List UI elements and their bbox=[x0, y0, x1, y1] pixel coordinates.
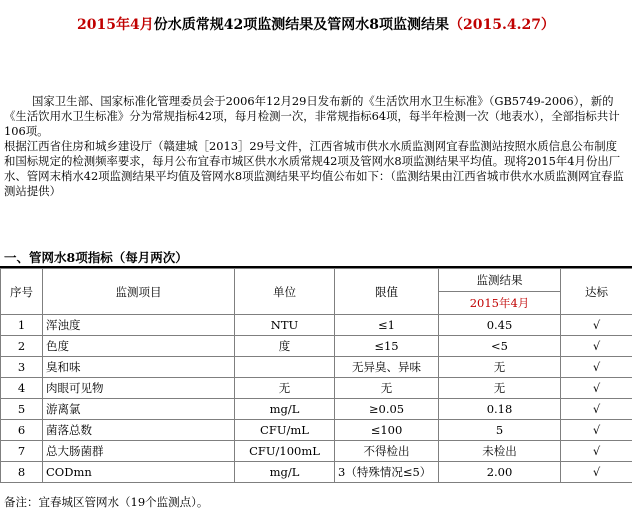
cell-pass: √ bbox=[561, 357, 632, 378]
cell-result: <5 bbox=[439, 336, 561, 357]
table-row bbox=[1, 441, 632, 462]
header-no: 序号 bbox=[1, 269, 43, 315]
cell-pass: √ bbox=[561, 420, 632, 441]
cell-limit: ≤100 bbox=[335, 420, 439, 441]
cell-limit: 3（特殊情况≤5） bbox=[335, 462, 439, 483]
cell-unit: CFU/mL bbox=[235, 420, 335, 441]
cell-result: 未检出 bbox=[439, 441, 561, 462]
table-header-row bbox=[1, 269, 632, 292]
cell-item: 总大肠菌群 bbox=[43, 441, 235, 462]
table-row bbox=[1, 462, 632, 483]
intro-paragraph-basis: 根据江西省住房和城乡建设厅（赣建城［2013］29号文件，江西省城市供水水质监测网宜春监测站按照水质信息公布制度和国标规定的检测频率要求，每月公布宜春市城区供水水质常规42项及管网水8项监测结果平均值。现将2015年4月份出厂水、管网末梢水42项监测结果平均值及管网水8项监测结果平均值公布如下：（监测结果由江西省城市供水水质监测网宜春监测站提供） bbox=[4, 139, 624, 198]
cell-item: 肉眼可见物 bbox=[43, 378, 235, 399]
title-month: 2015年4月 bbox=[77, 17, 154, 33]
cell-limit: 无异臭、异味 bbox=[335, 357, 439, 378]
header-unit: 单位 bbox=[235, 269, 335, 315]
header-result: 监测结果 bbox=[439, 269, 561, 292]
cell-no: 6 bbox=[1, 420, 43, 441]
cell-limit: ≤1 bbox=[335, 315, 439, 336]
header-pass: 达标 bbox=[561, 269, 632, 315]
table-row bbox=[1, 315, 632, 336]
cell-result: 无 bbox=[439, 378, 561, 399]
cell-limit: ≤15 bbox=[335, 336, 439, 357]
cell-item: 臭和味 bbox=[43, 357, 235, 378]
cell-item: 浑浊度 bbox=[43, 315, 235, 336]
page-title bbox=[0, 14, 632, 34]
title-date: （2015.4.27） bbox=[449, 17, 555, 33]
cell-pass: √ bbox=[561, 336, 632, 357]
header-limit: 限值 bbox=[335, 269, 439, 315]
cell-unit: CFU/100mL bbox=[235, 441, 335, 462]
monitoring-table bbox=[0, 268, 632, 483]
cell-result: 无 bbox=[439, 357, 561, 378]
cell-no: 4 bbox=[1, 378, 43, 399]
cell-result: 2.00 bbox=[439, 462, 561, 483]
header-item: 监测项目 bbox=[43, 269, 235, 315]
cell-no: 3 bbox=[1, 357, 43, 378]
cell-no: 2 bbox=[1, 336, 43, 357]
title-main: 份水质常规42项监测结果及管网水8项监测结果 bbox=[153, 17, 449, 33]
cell-unit bbox=[235, 357, 335, 378]
intro-paragraph-standard: 国家卫生部、国家标准化管理委员会于2006年12月29日发布新的《生活饮用水卫生标准》（GB5749-2006），新的《生活饮用水卫生标准》分为常规指标42项，每月检测一次，非常规指标64项，每半年检测一次（地表水），全部指标共计106项。 bbox=[4, 94, 620, 138]
cell-unit: 无 bbox=[235, 378, 335, 399]
cell-pass: √ bbox=[561, 399, 632, 420]
table-row bbox=[1, 420, 632, 441]
cell-item: 菌落总数 bbox=[43, 420, 235, 441]
table-row bbox=[1, 378, 632, 399]
table-row bbox=[1, 357, 632, 378]
cell-pass: √ bbox=[561, 315, 632, 336]
cell-limit: 不得检出 bbox=[335, 441, 439, 462]
cell-limit: 无 bbox=[335, 378, 439, 399]
intro-text bbox=[4, 94, 628, 199]
cell-unit: 度 bbox=[235, 336, 335, 357]
table-row bbox=[1, 336, 632, 357]
cell-no: 5 bbox=[1, 399, 43, 420]
cell-no: 1 bbox=[1, 315, 43, 336]
cell-unit: NTU bbox=[235, 315, 335, 336]
cell-no: 8 bbox=[1, 462, 43, 483]
cell-item: 游离氯 bbox=[43, 399, 235, 420]
cell-result: 5 bbox=[439, 420, 561, 441]
cell-unit: mg/L bbox=[235, 462, 335, 483]
cell-unit: mg/L bbox=[235, 399, 335, 420]
cell-item: 色度 bbox=[43, 336, 235, 357]
cell-item: CODmn bbox=[43, 462, 235, 483]
table-note: 备注：宜春城区管网水（19个监测点）。 bbox=[4, 495, 209, 509]
cell-pass: √ bbox=[561, 441, 632, 462]
cell-limit: ≥0.05 bbox=[335, 399, 439, 420]
cell-pass: √ bbox=[561, 378, 632, 399]
cell-result: 0.18 bbox=[439, 399, 561, 420]
cell-no: 7 bbox=[1, 441, 43, 462]
section-title: 一、管网水8项指标（每月两次） bbox=[4, 250, 188, 265]
cell-result: 0.45 bbox=[439, 315, 561, 336]
table-row bbox=[1, 399, 632, 420]
header-result-month: 2015年4月 bbox=[439, 292, 561, 315]
cell-pass: √ bbox=[561, 462, 632, 483]
